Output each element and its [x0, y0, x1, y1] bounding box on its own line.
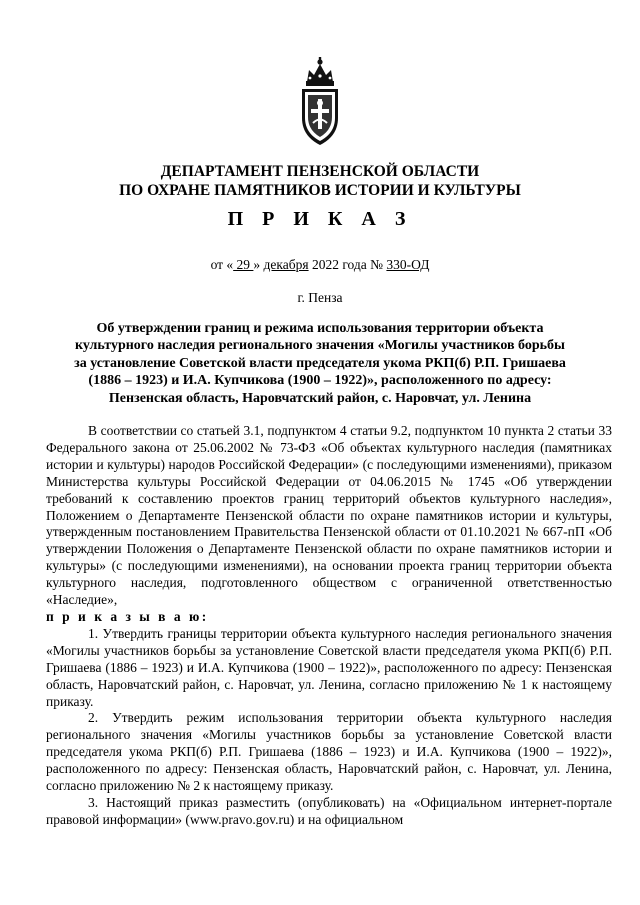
orders-word-text: п р и к а з ы в а ю:: [46, 608, 209, 624]
document-body: [46, 423, 612, 829]
orders-word: [46, 609, 612, 626]
department-line-2: ПО ОХРАНЕ ПАМЯТНИКОВ ИСТОРИИ И КУЛЬТУРЫ: [119, 182, 521, 199]
date-line: [0, 257, 640, 273]
document-subject: Об утверждении границ и режима использования территории объекта культурного наследия регионального значения «Могилы участников борьбы за установление Советской власти председателя укома РКП(б) Р.П. Гришаева (1886 – 1923) и И.А. Купчикова (1900 – 1922)», расположенного по адресу: Пензенская область, Наровчатский район, с. Наровчат, ул. Ленина: [74, 321, 566, 406]
item-1-paragraph: 1. Утвердить границы территории объекта культурного наследия регионального значения «Могилы участников борьбы за установление Советской власти председателя укома РКП(б) Р.П. Гришаева (1886 – 1923) и И.А. Купчикова (1900 – 1922)», расположенного по адресу: Пензенская область, Наровчатский район, с. Наровчат, ул. Ленина, согласно приложению № 1 к настоящему приказу.: [46, 625, 612, 709]
department-line-1: ДЕПАРТАМЕНТ ПЕНЗЕНСКОЙ ОБЛАСТИ: [160, 163, 480, 180]
date-month: декабря: [263, 257, 309, 272]
document-number: 330-ОД: [386, 257, 430, 272]
document-type: П Р И К А З: [227, 208, 413, 230]
preamble-paragraph: В соответствии со статьей 3.1, подпунктом 4 статьи 9.2, подпунктом 10 пункта 2 статьи 33 Федерального закона от 25.06.2002 № 73-ФЗ «Об объектах культурного наследия (памятниках истории и культуры) народов Российской Федерации» (с последующими изменениями), приказом Министерства культуры Российской Федерации от 04.06.2015 № 1745 «Об утверждении требований к составлению проектов границ территорий объектов культурного наследия», Положением о Департаменте Пензенской области по охране памятников истории и культуры, утвержденным постановлением Правительства Пензенской области от 01.10.2021 № 667-пП «Об утверждении Положения о Департаменте Пензенской области по охране памятников истории и культуры» (с последующими изменениями), на основании проекта границ территории объекта культурного наследия, подготовленного обществом с ограниченной ответственностью «Наследие»,: [46, 423, 612, 608]
date-day: 29: [233, 257, 254, 272]
item-2-paragraph: 2. Утвердить режим использования территории объекта культурного наследия регионального значения «Могилы участников борьбы за установление Советской власти председателя укома РКП(б) Р.П. Гришаева (1886 – 1923) и И.А. Купчикова (1900 – 1922)», расположенного по адресу: Пензенская область, Наровчатский район, с. Наровчат, ул. Ленина, согласно приложению № 2 к настоящему приказу.: [46, 710, 612, 794]
date-prefix: от «: [210, 257, 234, 272]
date-year: 2022 года №: [308, 257, 387, 272]
coat-of-arms-icon: [296, 56, 344, 148]
department-name: [40, 162, 600, 200]
date-mid: »: [253, 257, 264, 272]
city: г. Пенза: [297, 290, 343, 305]
item-3-paragraph: 3. Настоящий приказ разместить (опубликовать) на «Официальном интернет-портале правовой информации» (www.pravo.gov.ru) и на официальном: [46, 794, 612, 827]
